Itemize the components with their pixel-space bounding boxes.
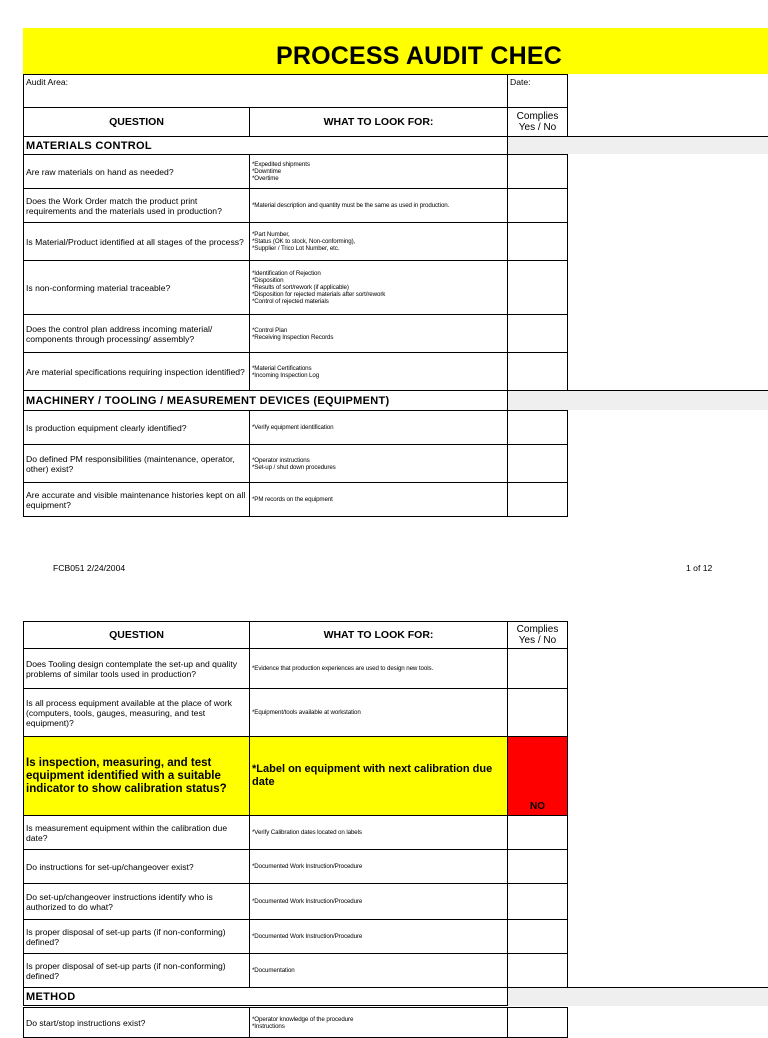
checklist-row (24, 1008, 768, 1038)
question-cell: Is non-conforming material traceable? (24, 261, 250, 315)
highlighted-checklist-row (24, 737, 768, 816)
what-to-look-for-header: WHAT TO LOOK FOR: (250, 108, 508, 137)
checklist-row (24, 155, 768, 189)
question-cell: Is inspection, measuring, and test equipment identified with a suitable indicator to show calibration status? (24, 737, 250, 816)
checklist-table-page2 (23, 621, 768, 1038)
section-header-method (24, 988, 768, 1006)
checklist-row (24, 689, 768, 737)
complies-cell[interactable] (508, 411, 568, 445)
checklist-row (24, 884, 768, 920)
complies-cell[interactable] (508, 920, 568, 954)
look-for-cell: *Expedited shipments *Downtime *Overtime (250, 155, 508, 189)
question-cell: Is proper disposal of set-up parts (if non-conforming) defined? (24, 920, 250, 954)
checklist-row (24, 189, 768, 223)
page-number: 1 of 12 (686, 563, 712, 573)
look-for-cell: *Operator knowledge of the procedure *Instructions (250, 1008, 508, 1038)
look-for-cell: *Operator instructions *Set-up / shut down procedures (250, 445, 508, 483)
column-header-row (24, 108, 768, 137)
complies-cell[interactable] (508, 850, 568, 884)
question-cell: Is measurement equipment within the calibration due date? (24, 816, 250, 850)
look-for-cell: *Documented Work Instruction/Procedure (250, 920, 508, 954)
checklist-row (24, 954, 768, 988)
audit-info-row (24, 75, 768, 108)
section-title: MACHINERY / TOOLING / MEASUREMENT DEVICES (EQUIPMENT) (24, 391, 508, 411)
date-cell (508, 75, 568, 108)
question-header: QUESTION (24, 108, 250, 137)
question-cell: Do instructions for set-up/changeover exist? (24, 850, 250, 884)
checklist-row (24, 315, 768, 353)
complies-cell[interactable] (508, 315, 568, 353)
look-for-cell: *Verify Calibration dates located on labels (250, 816, 508, 850)
look-for-cell: *Evidence that production experiences are used to design new tools. (250, 649, 508, 689)
audit-area-cell (24, 75, 508, 108)
question-cell: Does the Work Order match the product print requirements and the materials used in production? (24, 189, 250, 223)
look-for-cell: *Material Certifications *Incoming Inspection Log (250, 353, 508, 391)
complies-cell[interactable] (508, 483, 568, 517)
checklist-row (24, 816, 768, 850)
question-cell: Is production equipment clearly identified? (24, 411, 250, 445)
checklist-row (24, 353, 768, 391)
checklist-row (24, 649, 768, 689)
look-for-cell: *Material description and quantity must be the same as used in production. (250, 189, 508, 223)
question-cell: Is all process equipment available at the place of work (computers, tools, gauges, measuring, and test equipment)? (24, 689, 250, 737)
look-for-cell: *Documentation (250, 954, 508, 988)
complies-cell[interactable] (508, 223, 568, 261)
column-header-row (24, 622, 768, 649)
document-code: FCB051 2/24/2004 (53, 563, 125, 573)
complies-cell[interactable] (508, 261, 568, 315)
question-cell: Are accurate and visible maintenance histories kept on all equipment? (24, 483, 250, 517)
look-for-cell: *Verify equipment identification (250, 411, 508, 445)
look-for-cell: *Part Number, *Status (OK to stock, Non-conforming), *Supplier / Trico Lot Number, etc. (250, 223, 508, 261)
complies-cell[interactable] (508, 689, 568, 737)
complies-header: Complies Yes / No (508, 622, 568, 649)
question-cell: Do defined PM responsibilities (maintenance, operator, other) exist? (24, 445, 250, 483)
look-for-cell: *Identification of Rejection *Disposition *Results of sort/rework (if applicable) *Disposition for rejected materials after sort/rework *Control of rejected materials (250, 261, 508, 315)
complies-cell[interactable] (508, 816, 568, 850)
question-cell: Do set-up/changeover instructions identify who is authorized to do what? (24, 884, 250, 920)
question-cell: Is Material/Product identified at all stages of the process? (24, 223, 250, 261)
complies-cell[interactable] (508, 954, 568, 988)
look-for-cell: *Equipment/tools available at workstation (250, 689, 508, 737)
question-cell: Are material specifications requiring inspection identified? (24, 353, 250, 391)
complies-cell[interactable] (508, 884, 568, 920)
question-cell: Does Tooling design contemplate the set-up and quality problems of similar tools used in production? (24, 649, 250, 689)
look-for-cell: *Documented Work Instruction/Procedure (250, 884, 508, 920)
question-cell: Do start/stop instructions exist? (24, 1008, 250, 1038)
what-to-look-for-header: WHAT TO LOOK FOR: (250, 622, 508, 649)
question-header: QUESTION (24, 622, 250, 649)
checklist-row (24, 920, 768, 954)
question-cell: Are raw materials on hand as needed? (24, 155, 250, 189)
complies-cell[interactable] (508, 649, 568, 689)
section-header-materials (24, 137, 768, 155)
complies-cell[interactable] (508, 189, 568, 223)
complies-cell[interactable] (508, 353, 568, 391)
checklist-row (24, 223, 768, 261)
question-cell: Is proper disposal of set-up parts (if non-conforming) defined? (24, 954, 250, 988)
checklist-row (24, 411, 768, 445)
checklist-row (24, 261, 768, 315)
checklist-row (24, 850, 768, 884)
checklist-table-page1 (23, 74, 768, 517)
checklist-row (24, 483, 768, 517)
section-header-machinery (24, 391, 768, 411)
complies-cell[interactable] (508, 445, 568, 483)
complies-cell[interactable] (508, 155, 568, 189)
question-cell: Does the control plan address incoming material/ components through processing/ assembly? (24, 315, 250, 353)
look-for-cell: *PM records on the equipment (250, 483, 508, 517)
page-title: PROCESS AUDIT CHEC (276, 42, 566, 72)
date-label: Date: (510, 77, 531, 87)
audit-area-label: Audit Area: (26, 77, 68, 87)
look-for-cell: *Documented Work Instruction/Procedure (250, 850, 508, 884)
checklist-row (24, 445, 768, 483)
complies-cell[interactable] (508, 1008, 568, 1038)
complies-header: Complies Yes / No (508, 108, 568, 137)
section-title: MATERIALS CONTROL (24, 137, 508, 155)
complies-fail-cell: NO (508, 737, 568, 816)
look-for-cell: *Label on equipment with next calibration due date (250, 737, 508, 816)
section-title: METHOD (24, 988, 508, 1006)
look-for-cell: *Control Plan *Receiving Inspection Records (250, 315, 508, 353)
